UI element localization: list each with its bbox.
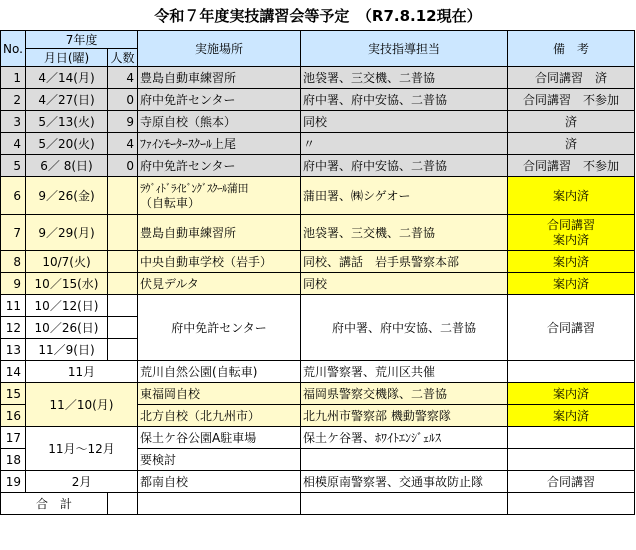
- header-instructor: 実技指導担当: [301, 31, 508, 67]
- row-no: 15: [1, 383, 26, 405]
- row-no: 11: [1, 295, 26, 317]
- row-count: [108, 339, 138, 361]
- row-instructor: 府中署、府中安協、二普協: [301, 89, 508, 111]
- merged-date: 11／10(月): [26, 383, 138, 427]
- row-count: 4: [108, 133, 138, 155]
- row-remarks: [508, 361, 635, 383]
- row-remarks: 案内済: [508, 177, 635, 215]
- row-no: 4: [1, 133, 26, 155]
- row-date: 9／29(月): [26, 215, 108, 251]
- row-count: [108, 317, 138, 339]
- row-instructor: 蒲田署、㈱シゲオー: [301, 177, 508, 215]
- row-date: 2月: [26, 471, 138, 493]
- row-date: 9／26(金): [26, 177, 108, 215]
- row-location: 府中免許センター: [138, 89, 301, 111]
- table-row: [1, 155, 635, 177]
- row-date: 10/7(火): [26, 251, 108, 273]
- row-count: 0: [108, 155, 138, 177]
- row-location: 都南自校: [138, 471, 301, 493]
- header-row-1: [1, 31, 635, 49]
- row-no: 3: [1, 111, 26, 133]
- row-instructor: 池袋署、三交機、二普協: [301, 215, 508, 251]
- total-count: [108, 493, 138, 515]
- row-remarks: 合同講習 不参加: [508, 155, 635, 177]
- row-location-line1: ﾗｳﾞｨﾄﾞﾗｲﾋﾞﾝｸﾞｽｸｰﾙ蒲田: [140, 181, 249, 195]
- row-remarks: 合同講習: [508, 471, 635, 493]
- total-instructor: [301, 493, 508, 515]
- row-count: 0: [108, 89, 138, 111]
- table-row: [1, 273, 635, 295]
- table-row: [1, 133, 635, 155]
- row-count: [108, 295, 138, 317]
- table-row: [1, 295, 635, 317]
- row-instructor: 相模原南警察署、交通事故防止隊: [301, 471, 508, 493]
- row-date: 5／20(火): [26, 133, 108, 155]
- row-location: ﾌｧｲﾝﾓｰﾀｰｽｸｰﾙ上尾: [138, 133, 301, 155]
- row-no: 6: [1, 177, 26, 215]
- row-remarks: 案内済: [508, 251, 635, 273]
- row-remarks: 済: [508, 111, 635, 133]
- header-location: 実施場所: [138, 31, 301, 67]
- row-remarks: 済: [508, 133, 635, 155]
- row-location: 豊島自動車練習所: [138, 215, 301, 251]
- row-instructor: [301, 449, 508, 471]
- row-remarks: 案内済: [508, 383, 635, 405]
- table-row: [1, 177, 635, 215]
- row-no: 1: [1, 67, 26, 89]
- merged-instructor: 府中署、府中安協、二普協: [301, 295, 508, 361]
- row-location-line2: （自転車）: [140, 195, 201, 210]
- row-remarks: 案内済: [508, 405, 635, 427]
- header-no: No.: [1, 31, 26, 67]
- table-row: [1, 67, 635, 89]
- table-row: [1, 383, 635, 405]
- row-no: 16: [1, 405, 26, 427]
- row-date: 11月: [26, 361, 138, 383]
- row-date: 11／9(日): [26, 339, 108, 361]
- row-remarks: 合同講習 不参加: [508, 89, 635, 111]
- row-location: 荒川自然公園(自転車): [138, 361, 301, 383]
- row-no: 9: [1, 273, 26, 295]
- table-row: [1, 361, 635, 383]
- total-label: 合 計: [1, 493, 108, 515]
- total-location: [138, 493, 301, 515]
- row-count: [108, 215, 138, 251]
- row-no: 2: [1, 89, 26, 111]
- merged-location: 府中免許センター: [138, 295, 301, 361]
- row-count: 4: [108, 67, 138, 89]
- total-row: [1, 493, 635, 515]
- row-date: 10／12(日): [26, 295, 108, 317]
- row-remarks: [508, 449, 635, 471]
- header-remarks: 備 考: [508, 31, 635, 67]
- row-location: 保土ケ谷公園A駐車場: [138, 427, 301, 449]
- row-instructor: 府中署、府中安協、二普協: [301, 155, 508, 177]
- row-no: 8: [1, 251, 26, 273]
- table-row: [1, 215, 635, 251]
- page-title: 令和７年度実技講習会等予定 （R7.8.12現在）: [154, 7, 482, 25]
- row-location: [138, 177, 301, 215]
- row-remarks: 合同講習 済: [508, 67, 635, 89]
- row-location: 伏見デルタ: [138, 273, 301, 295]
- row-instructor: 福岡県警察交機隊、二普協: [301, 383, 508, 405]
- merged-date: 11月～12月: [26, 427, 138, 471]
- row-instructor: 同校、講話 岩手県警察本部: [301, 251, 508, 273]
- row-instructor: 保土ケ谷署、ﾎﾜｲﾄｴﾝｼﾞｪﾙｽ: [301, 427, 508, 449]
- row-no: 17: [1, 427, 26, 449]
- table-row: [1, 111, 635, 133]
- row-remarks: [508, 427, 635, 449]
- row-count: [108, 251, 138, 273]
- row-instructor: 同校: [301, 273, 508, 295]
- row-date: 10／26(日): [26, 317, 108, 339]
- row-count: 9: [108, 111, 138, 133]
- table-row: [1, 471, 635, 493]
- row-date: 5／13(火): [26, 111, 108, 133]
- row-location: 府中免許センター: [138, 155, 301, 177]
- row-no: 19: [1, 471, 26, 493]
- row-location: 北方自校（北九州市）: [138, 405, 301, 427]
- row-instructor: 荒川警察署、荒川区共催: [301, 361, 508, 383]
- row-no: 18: [1, 449, 26, 471]
- row-instructor: 同校: [301, 111, 508, 133]
- row-location: 豊島自動車練習所: [138, 67, 301, 89]
- row-remarks-line2: 案内済: [553, 232, 590, 247]
- row-no: 13: [1, 339, 26, 361]
- row-location: 寺原自校（熊本）: [138, 111, 301, 133]
- row-no: 5: [1, 155, 26, 177]
- header-count: 人数: [108, 49, 138, 67]
- row-count: [108, 177, 138, 215]
- row-date: 4／14(月): [26, 67, 108, 89]
- table-row: [1, 89, 635, 111]
- row-no: 7: [1, 215, 26, 251]
- row-location: 要検討: [138, 449, 301, 471]
- row-remarks-line1: 合同講習: [547, 217, 596, 232]
- row-no: 12: [1, 317, 26, 339]
- row-instructor: 池袋署、三交機、二普協: [301, 67, 508, 89]
- row-no: 14: [1, 361, 26, 383]
- row-remarks: 案内済: [508, 273, 635, 295]
- total-remarks: [508, 493, 635, 515]
- row-location: 中央自動車学校（岩手）: [138, 251, 301, 273]
- row-location: 東福岡自校: [138, 383, 301, 405]
- row-remarks: [508, 215, 635, 251]
- row-instructor: 〃: [301, 133, 508, 155]
- row-instructor: 北九州市警察部 機動警察隊: [301, 405, 508, 427]
- row-date: 10／15(水): [26, 273, 108, 295]
- header-fiscal-year: 7年度: [26, 31, 138, 49]
- row-count: [108, 273, 138, 295]
- merged-remarks: 合同講習: [508, 295, 635, 361]
- table-row: [1, 251, 635, 273]
- header-date: 月日(曜): [26, 49, 108, 67]
- table-row: [1, 427, 635, 449]
- row-date: 4／27(日): [26, 89, 108, 111]
- schedule-table: [0, 30, 635, 515]
- row-date: 6／ 8(日): [26, 155, 108, 177]
